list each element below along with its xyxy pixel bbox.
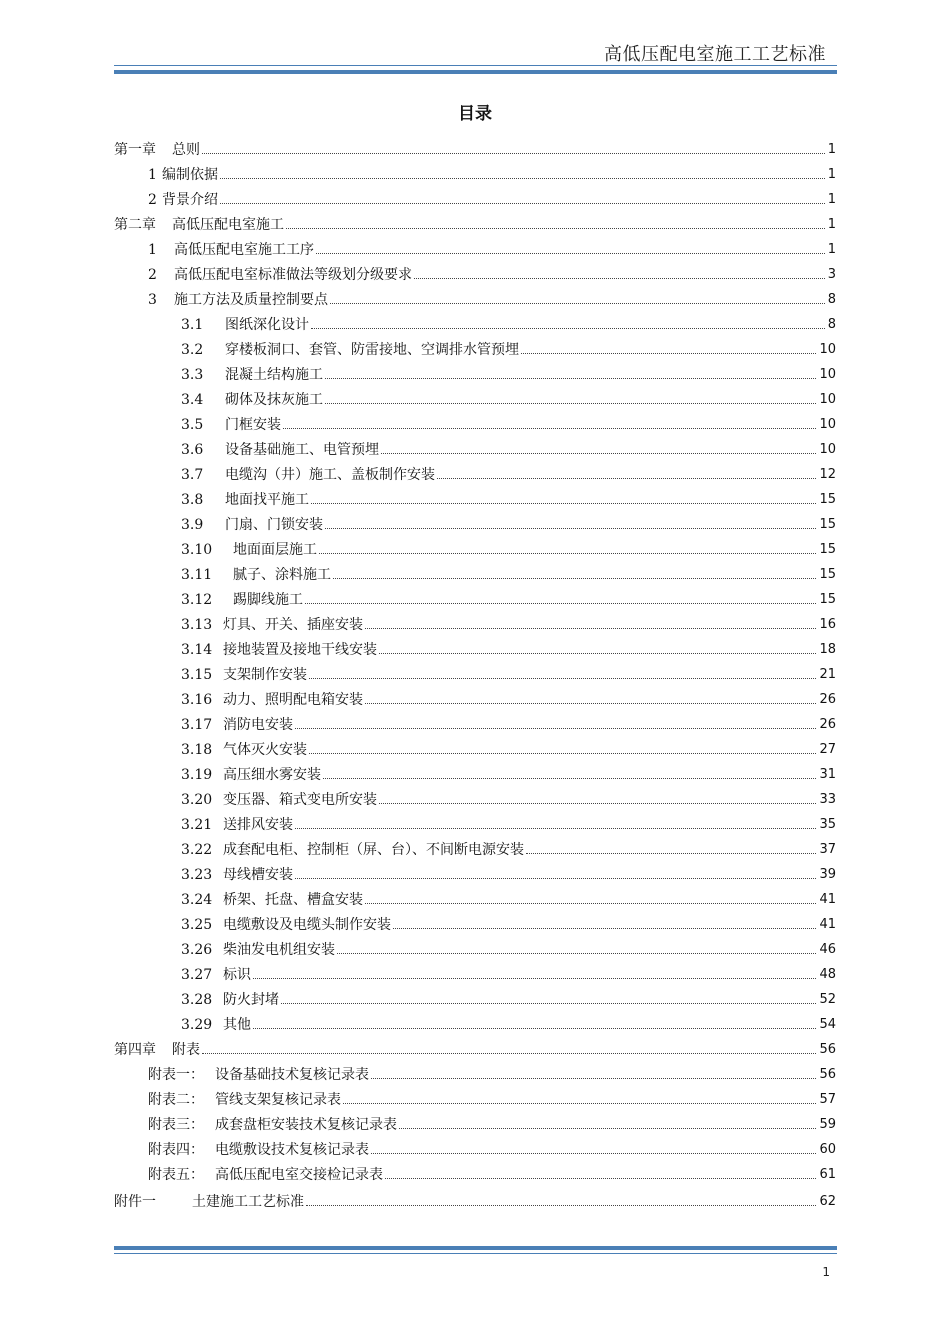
- toc-entry-number: 1: [148, 242, 157, 258]
- toc-entry[interactable]: [181, 935, 836, 959]
- toc-entry-number: 3.25: [181, 917, 213, 933]
- toc-entry-title: 母线槽安装: [223, 867, 293, 883]
- toc-entry-title: 其他: [223, 1017, 251, 1033]
- toc-entry[interactable]: [181, 985, 836, 1009]
- toc-dot-leader: [371, 1078, 816, 1079]
- toc-entry-page: 56: [819, 1042, 836, 1057]
- toc-entry-title: 图纸深化设计: [225, 317, 309, 333]
- header-rule-thin: [114, 65, 837, 66]
- toc-entry-title: 腻子、涂料施工: [233, 567, 331, 583]
- toc-entry[interactable]: [181, 510, 836, 534]
- toc-entry-number: 3.11: [181, 567, 213, 583]
- toc-entry-title: 桥架、托盘、槽盒安装: [223, 892, 363, 908]
- toc-entry-page: 52: [819, 992, 836, 1007]
- toc-entry[interactable]: [181, 385, 836, 409]
- toc-entry-number: 附表四：: [148, 1142, 204, 1158]
- toc-entry-number: 3.14: [181, 642, 213, 658]
- toc-entry-title: 门扇、门锁安装: [225, 517, 323, 533]
- toc-entry[interactable]: [181, 435, 836, 459]
- toc-entry-number: 3.12: [181, 592, 213, 608]
- toc-dot-leader: [385, 1178, 816, 1179]
- toc-entry-number: 附表三：: [148, 1117, 204, 1133]
- toc-dot-leader: [365, 628, 816, 629]
- toc-entry-title: 高低压配电室施工: [172, 217, 284, 233]
- toc-entry-number: 3.18: [181, 742, 213, 758]
- toc-entry-number: 2: [148, 192, 157, 208]
- toc-entry[interactable]: [181, 460, 836, 484]
- toc-entry-title: 支架制作安装: [223, 667, 307, 683]
- toc-dot-leader: [306, 1205, 816, 1206]
- toc-entry[interactable]: [181, 610, 836, 634]
- toc-dot-leader: [309, 678, 816, 679]
- toc-entry-page: 15: [819, 592, 836, 607]
- toc-entry-number: 3.2: [181, 342, 204, 358]
- toc-entry[interactable]: [148, 160, 836, 184]
- toc-entry-number: 附件一: [114, 1194, 156, 1210]
- toc-dot-leader: [379, 803, 816, 804]
- toc-dot-leader: [371, 1153, 816, 1154]
- toc-entry-title: 送排风安装: [223, 817, 293, 833]
- toc-entry-page: 41: [819, 917, 836, 932]
- toc-entry-number: 3.5: [181, 417, 204, 433]
- toc-dot-leader: [253, 978, 816, 979]
- toc-entry-page: 15: [819, 517, 836, 532]
- toc-entry-title: 设备基础技术复核记录表: [215, 1067, 369, 1083]
- toc-entry-title: 变压器、箱式变电所安装: [223, 792, 377, 808]
- toc-entry-number: 3: [148, 292, 157, 308]
- toc-entry[interactable]: [148, 1135, 836, 1159]
- toc-dot-leader: [365, 903, 816, 904]
- toc-dot-leader: [325, 378, 816, 379]
- toc-entry[interactable]: [114, 210, 836, 234]
- toc-entry-title: 成套配电柜、控制柜（屏、台）、不间断电源安装: [223, 842, 524, 858]
- toc-entry-number: 3.8: [181, 492, 204, 508]
- toc-entry-title: 施工方法及质量控制要点: [174, 292, 328, 308]
- toc-entry-number: 3.24: [181, 892, 213, 908]
- toc-entry[interactable]: [181, 735, 836, 759]
- toc-entry-title: 高低压配电室施工工序: [174, 242, 314, 258]
- toc-entry[interactable]: [181, 810, 836, 834]
- toc-entry-number: 3.16: [181, 692, 213, 708]
- toc-entry-page: 1: [827, 217, 836, 232]
- toc-entry-page: 1: [827, 167, 836, 182]
- toc-dot-leader: [381, 453, 816, 454]
- toc-entry-title: 消防电安装: [223, 717, 293, 733]
- toc-entry[interactable]: [181, 860, 836, 884]
- toc-entry-page: 61: [819, 1167, 836, 1182]
- footer-rule-thin: [114, 1253, 837, 1254]
- toc-entry-title: 附表: [172, 1042, 200, 1058]
- toc-dot-leader: [323, 778, 816, 779]
- toc-entry[interactable]: [181, 835, 836, 859]
- toc-dot-leader: [295, 878, 816, 879]
- toc-entry-number: 3.1: [181, 317, 204, 333]
- toc-entry-title: 接地装置及接地干线安装: [223, 642, 377, 658]
- toc-entry[interactable]: [181, 685, 836, 709]
- toc-entry-page: 15: [819, 567, 836, 582]
- toc-entry-page: 8: [827, 317, 836, 332]
- toc-dot-leader: [202, 153, 825, 154]
- toc-entry-number: 1: [148, 167, 157, 183]
- toc-entry[interactable]: [114, 135, 836, 159]
- toc-entry[interactable]: [181, 310, 836, 334]
- toc-entry[interactable]: [181, 635, 836, 659]
- toc-entry-number: 附表五：: [148, 1167, 204, 1183]
- toc-entry-number: 3.6: [181, 442, 204, 458]
- toc-entry-title: 门框安装: [225, 417, 281, 433]
- toc-entry[interactable]: [181, 960, 836, 984]
- toc-dot-leader: [393, 928, 816, 929]
- toc-entry-number: 第四章: [114, 1042, 156, 1058]
- toc-dot-leader: [325, 528, 816, 529]
- toc-entry-page: 8: [827, 292, 836, 307]
- toc-dot-leader: [316, 253, 825, 254]
- toc-entry-page: 33: [819, 792, 836, 807]
- toc-entry[interactable]: [114, 1035, 836, 1059]
- toc-dot-leader: [281, 1003, 816, 1004]
- toc-entry[interactable]: [148, 235, 836, 259]
- toc-entry[interactable]: [181, 585, 836, 609]
- toc-entry-title: 气体灭火安装: [223, 742, 307, 758]
- toc-entry-title: 高低压配电室标准做法等级划分级要求: [174, 267, 412, 283]
- toc-entry-page: 10: [819, 367, 836, 382]
- toc-title: 目录: [458, 104, 492, 124]
- toc-entry-number: 附表二：: [148, 1092, 204, 1108]
- toc-entry-page: 15: [819, 542, 836, 557]
- toc-entry-page: 1: [827, 142, 836, 157]
- toc-entry[interactable]: [181, 710, 836, 734]
- toc-dot-leader: [437, 478, 816, 479]
- toc-entry-title: 管线支架复核记录表: [215, 1092, 341, 1108]
- toc-entry-title: 混凝土结构施工: [225, 367, 323, 383]
- toc-entry[interactable]: [181, 1010, 836, 1034]
- toc-entry-page: 1: [827, 192, 836, 207]
- toc-entry-title: 高压细水雾安装: [223, 767, 321, 783]
- toc-entry-number: 3.28: [181, 992, 213, 1008]
- toc-entry-page: 12: [819, 467, 836, 482]
- toc-entry-title: 成套盘柜安装技术复核记录表: [215, 1117, 397, 1133]
- toc-dot-leader: [283, 428, 816, 429]
- toc-entry-number: 第二章: [114, 217, 156, 233]
- toc-entry-title: 踢脚线施工: [233, 592, 303, 608]
- toc-entry-number: 3.10: [181, 542, 213, 558]
- toc-entry-title: 防火封堵: [223, 992, 279, 1008]
- toc-entry-page: 27: [819, 742, 836, 757]
- toc-dot-leader: [521, 353, 816, 354]
- toc-entry-page: 1: [827, 242, 836, 257]
- toc-entry[interactable]: [181, 535, 836, 559]
- toc-entry-title: 灯具、开关、插座安装: [223, 617, 363, 633]
- toc-entry[interactable]: [181, 360, 836, 384]
- header-rule-thick: [114, 70, 837, 74]
- toc-entry-title: 砌体及抹灰施工: [225, 392, 323, 408]
- toc-dot-leader: [305, 603, 816, 604]
- toc-entry[interactable]: [148, 185, 836, 209]
- toc-dot-leader: [311, 503, 816, 504]
- toc-entry-title: 地面找平施工: [225, 492, 309, 508]
- page-number: 1: [822, 1265, 830, 1279]
- toc-dot-leader: [202, 1053, 816, 1054]
- toc-entry-page: 10: [819, 392, 836, 407]
- toc-entry[interactable]: [148, 285, 836, 309]
- toc-entry[interactable]: [148, 1085, 836, 1109]
- toc-entry[interactable]: [181, 660, 836, 684]
- toc-entry-title: 设备基础施工、电管预埋: [225, 442, 379, 458]
- toc-entry-number: 3.23: [181, 867, 213, 883]
- toc-entry-page: 31: [819, 767, 836, 782]
- toc-entry-number: 3.29: [181, 1017, 213, 1033]
- toc-entry-number: 3.20: [181, 792, 213, 808]
- toc-dot-leader: [330, 303, 825, 304]
- toc-entry-number: 3.15: [181, 667, 213, 683]
- toc-entry-number: 3.13: [181, 617, 213, 633]
- toc-entry[interactable]: [181, 785, 836, 809]
- toc-entry-number: 3.3: [181, 367, 204, 383]
- toc-entry-title: 土建施工工艺标准: [192, 1194, 304, 1210]
- toc-dot-leader: [343, 1103, 816, 1104]
- toc-entry-page: 56: [819, 1067, 836, 1082]
- toc-entry-title: 穿楼板洞口、套管、防雷接地、空调排水管预埋: [225, 342, 519, 358]
- toc-entry-page: 26: [819, 692, 836, 707]
- toc-entry-number: 3.21: [181, 817, 213, 833]
- toc-entry-page: 18: [819, 642, 836, 657]
- toc-entry[interactable]: [148, 1160, 836, 1184]
- toc-entry[interactable]: [181, 410, 836, 434]
- toc-dot-leader: [286, 228, 825, 229]
- toc-entry-title: 编制依据: [162, 167, 218, 183]
- toc-entry-page: 16: [819, 617, 836, 632]
- toc-entry-page: 37: [819, 842, 836, 857]
- toc-entry-number: 3.7: [181, 467, 204, 483]
- toc-entry-number: 附表一：: [148, 1067, 204, 1083]
- toc-dot-leader: [365, 703, 816, 704]
- toc-entry[interactable]: [148, 1110, 836, 1134]
- toc-dot-leader: [220, 203, 825, 204]
- toc-dot-leader: [526, 853, 816, 854]
- toc-dot-leader: [379, 653, 816, 654]
- toc-dot-leader: [295, 828, 816, 829]
- toc-entry[interactable]: [181, 485, 836, 509]
- header-title: 高低压配电室施工工艺标准: [604, 44, 826, 65]
- toc-entry-title: 电缆敷设技术复核记录表: [215, 1142, 369, 1158]
- toc-entry-number: 3.26: [181, 942, 213, 958]
- toc-entry-title: 标识: [223, 967, 251, 983]
- toc-entry-number: 3.22: [181, 842, 213, 858]
- toc-entry-page: 21: [819, 667, 836, 682]
- toc-entry-page: 39: [819, 867, 836, 882]
- toc-entry-title: 电缆敷设及电缆头制作安装: [223, 917, 391, 933]
- toc-dot-leader: [311, 328, 825, 329]
- toc-entry-number: 3.27: [181, 967, 213, 983]
- toc-dot-leader: [337, 953, 816, 954]
- toc-dot-leader: [295, 728, 816, 729]
- toc-dot-leader: [414, 278, 825, 279]
- toc-entry-title: 高低压配电室交接检记录表: [215, 1167, 383, 1183]
- toc-dot-leader: [325, 403, 816, 404]
- toc-entry-title: 总则: [172, 142, 200, 158]
- toc-entry[interactable]: [181, 760, 836, 784]
- toc-entry[interactable]: [148, 260, 836, 284]
- toc-entry-page: 46: [819, 942, 836, 957]
- toc-entry[interactable]: [148, 1060, 836, 1084]
- toc-dot-leader: [319, 553, 816, 554]
- toc-entry-number: 3.4: [181, 392, 204, 408]
- toc-entry-page: 3: [827, 267, 836, 282]
- toc-entry-number: 3.19: [181, 767, 213, 783]
- footer-rule-thick: [114, 1246, 837, 1250]
- toc-entry-number: 3.17: [181, 717, 213, 733]
- toc-entry-page: 10: [819, 417, 836, 432]
- toc-dot-leader: [399, 1128, 816, 1129]
- toc-entry-title: 地面面层施工: [233, 542, 317, 558]
- toc-entry[interactable]: [114, 1187, 836, 1211]
- toc-entry-page: 10: [819, 442, 836, 457]
- toc-entry-page: 59: [819, 1117, 836, 1132]
- toc-entry-title: 柴油发电机组安装: [223, 942, 335, 958]
- toc-entry[interactable]: [181, 910, 836, 934]
- toc-entry-page: 62: [819, 1194, 836, 1209]
- toc-entry-page: 41: [819, 892, 836, 907]
- toc-entry[interactable]: [181, 885, 836, 909]
- toc-entry-page: 54: [819, 1017, 836, 1032]
- toc-entry-title: 电缆沟（井）施工、盖板制作安装: [225, 467, 435, 483]
- toc-entry-page: 60: [819, 1142, 836, 1157]
- toc-entry-page: 26: [819, 717, 836, 732]
- toc-dot-leader: [309, 753, 816, 754]
- toc-dot-leader: [333, 578, 816, 579]
- toc-dot-leader: [253, 1028, 816, 1029]
- toc-entry-page: 57: [819, 1092, 836, 1107]
- toc-entry-page: 48: [819, 967, 836, 982]
- toc-entry-page: 15: [819, 492, 836, 507]
- toc-entry-number: 3.9: [181, 517, 204, 533]
- toc-entry-number: 2: [148, 267, 157, 283]
- toc-entry-page: 35: [819, 817, 836, 832]
- toc-entry-title: 动力、照明配电箱安装: [223, 692, 363, 708]
- toc-entry-title: 背景介绍: [162, 192, 218, 208]
- toc-entry[interactable]: [181, 560, 836, 584]
- toc-entry-number: 第一章: [114, 142, 156, 158]
- toc-entry[interactable]: [181, 335, 836, 359]
- toc-dot-leader: [220, 178, 825, 179]
- toc-entry-page: 10: [819, 342, 836, 357]
